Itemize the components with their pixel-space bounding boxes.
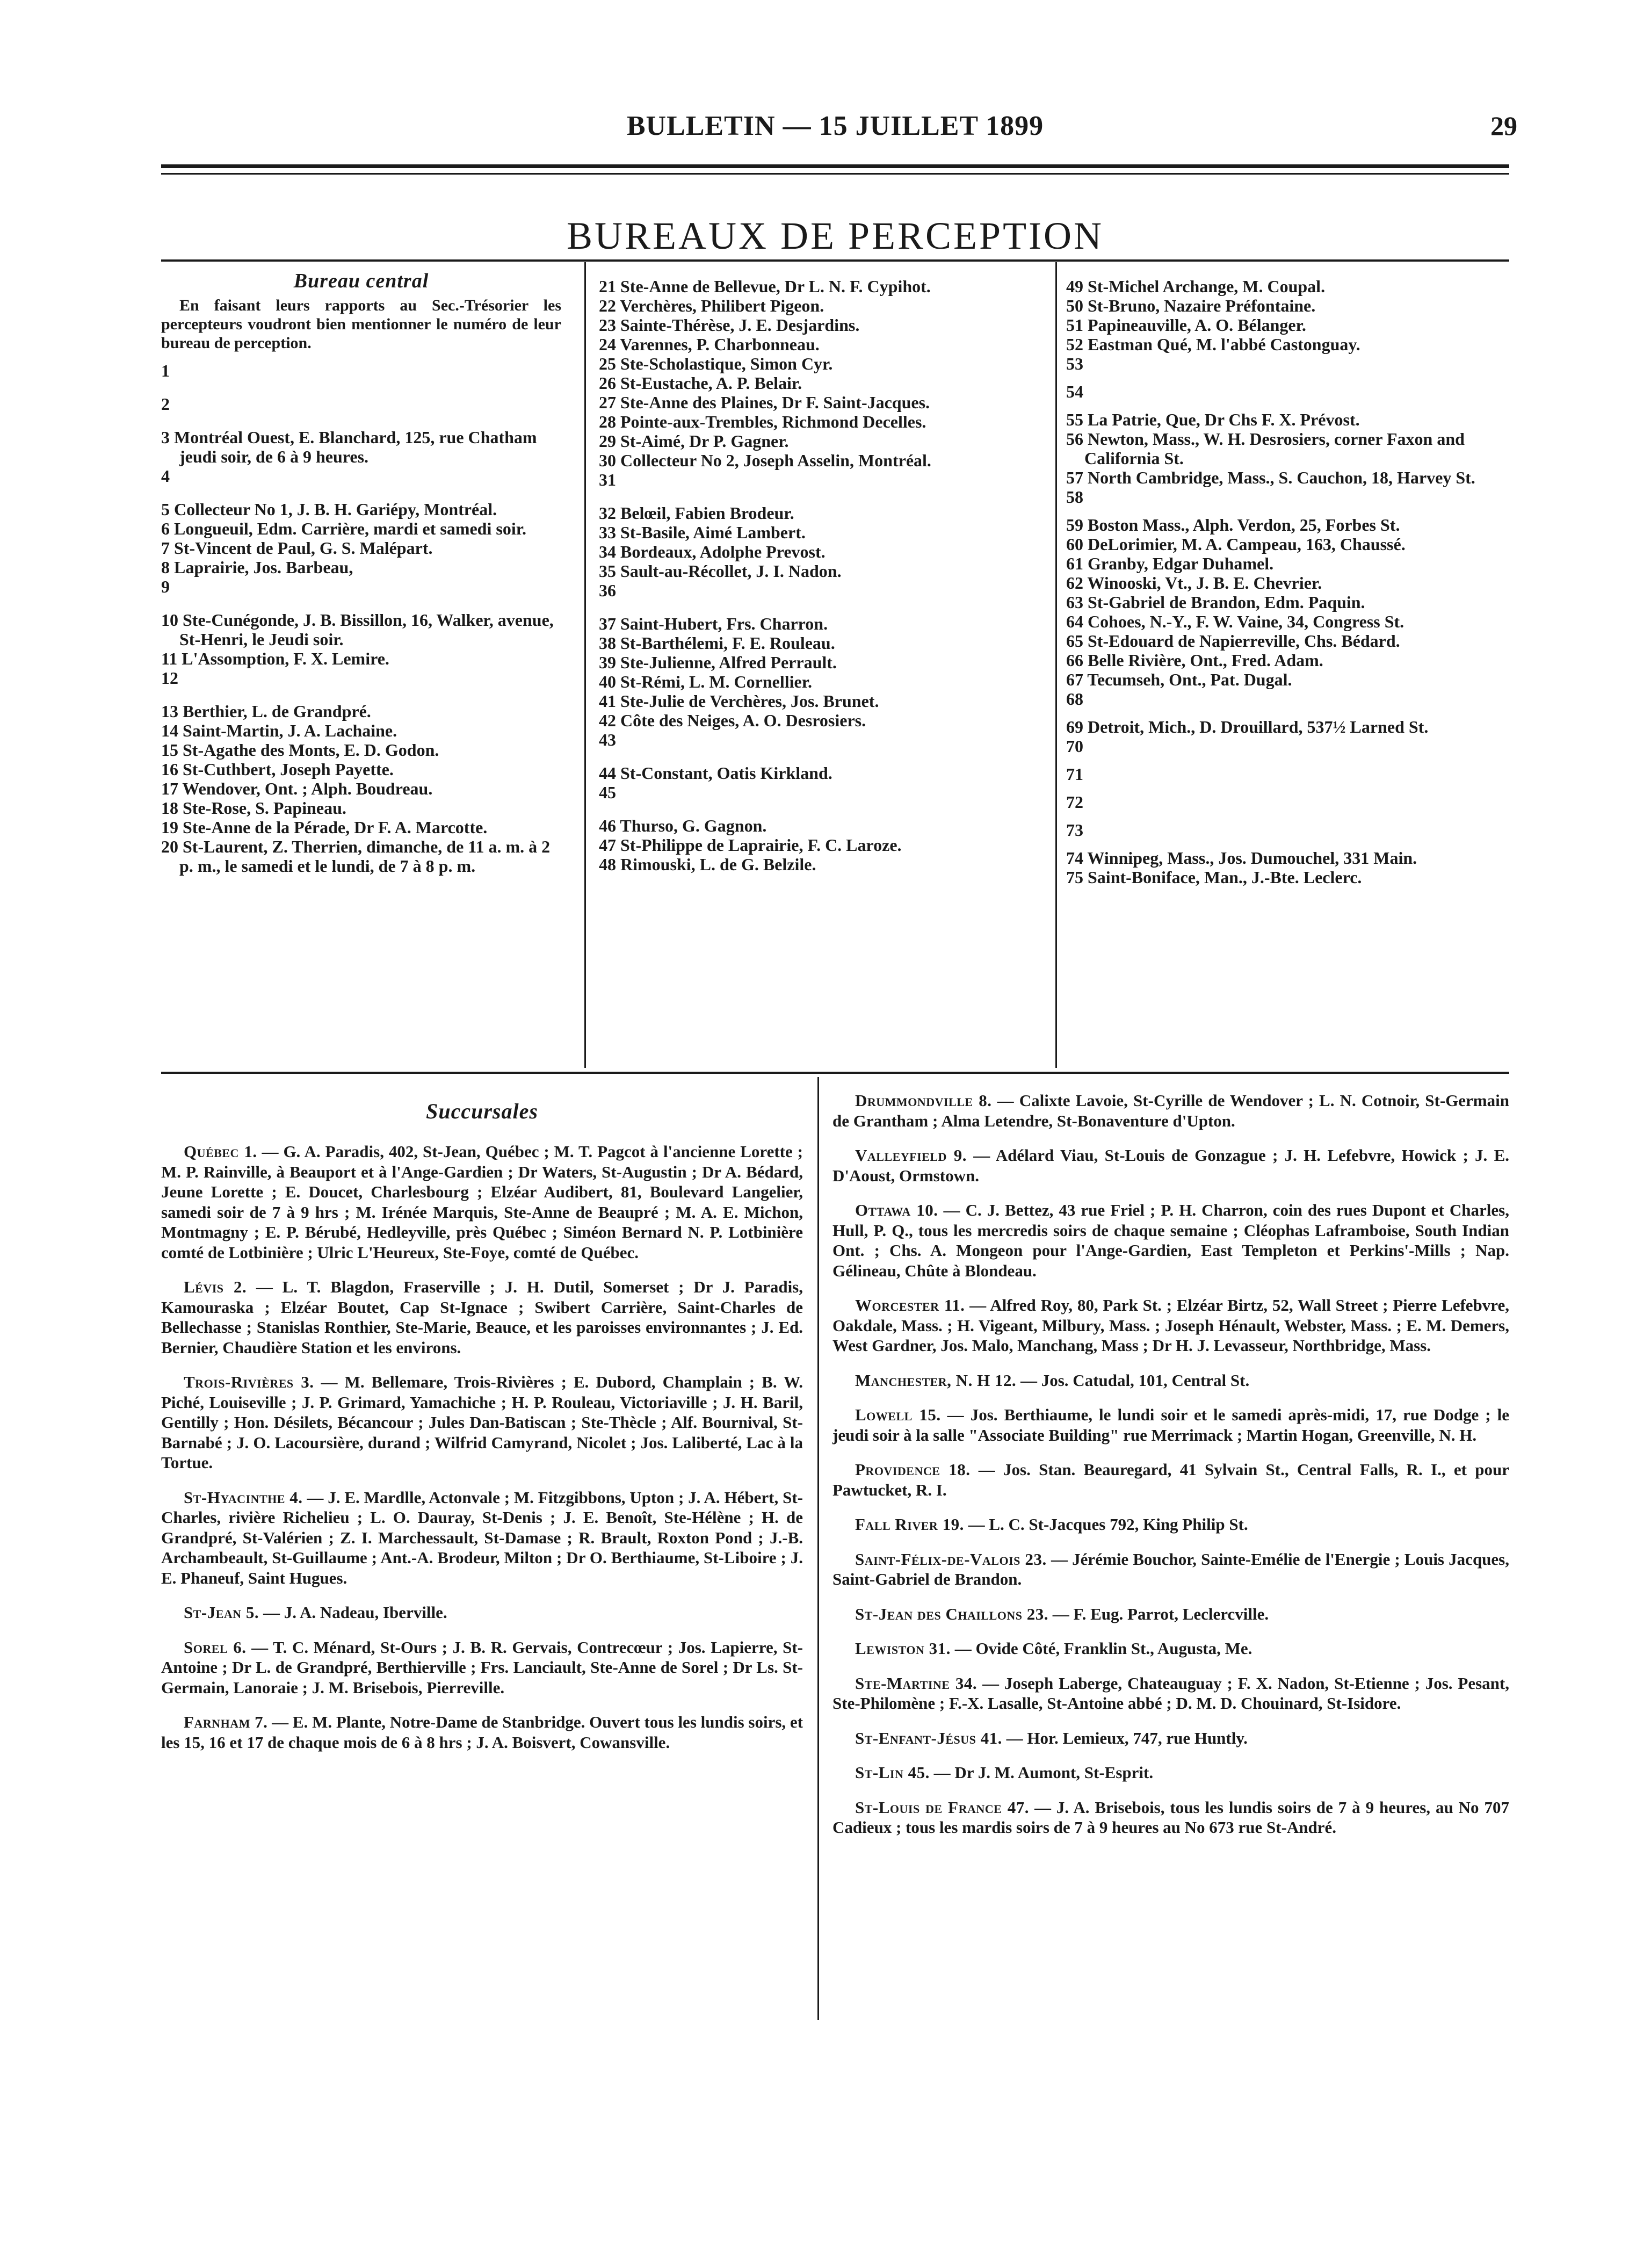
page-number: 29 [1490,111,1517,141]
bureau-entry [161,779,561,798]
bureau-entry [1066,296,1509,315]
running-title: BULLETIN — 15 JUILLET 1899 [626,111,1044,141]
bureau-number: 10 [161,610,178,630]
succursale-name: St-Jean des Chaillons 23. [855,1604,1049,1623]
bureau-entry [1066,487,1509,507]
bureau-number: 37 [599,614,616,633]
bureau-number: 33 [599,523,616,542]
bureau-entry [599,633,1039,653]
succursales-left-column [161,1142,803,1767]
bureau-name: Berthier, L. de Grandpré. [183,702,371,721]
bureau-name: Ste-Anne des Plaines, Dr F. Saint-Jacques. [620,393,930,412]
bureau-entry [599,315,1039,335]
header-rule-bottom [161,173,1509,175]
bureau-number: 3 [161,428,170,447]
bureau-name: St-Bruno, Nazaire Préfontaine. [1088,296,1316,315]
bureau-name: St-Cuthbert, Joseph Payette. [183,760,394,779]
bureau-name: St-Rémi, L. M. Cornellier. [620,672,812,691]
succursale-paragraph [161,1602,803,1623]
bureau-number: 15 [161,740,178,760]
bureau-name: St-Vincent de Paul, G. S. Malépart. [174,538,433,558]
bureau-entry [1066,573,1509,593]
bureau-name: Sainte-Thérèse, J. E. Desjardins. [620,315,860,335]
bureau-entry [1066,868,1509,887]
bureau-entry [599,672,1039,691]
succursale-name: Québec 1. [184,1142,257,1161]
succursale-paragraph [161,1277,803,1357]
bureau-number: 22 [599,296,616,315]
bureau-entry [161,394,561,414]
bureau-number: 29 [599,431,616,451]
bureau-entry [599,373,1039,393]
succursale-details: — J. A. Nadeau, Iberville. [259,1603,447,1622]
succursale-name: Lévis 2. [184,1277,247,1296]
succursale-details: — Hor. Lemieux, 747, rue Huntly. [1002,1728,1248,1747]
bureau-number: 24 [599,335,616,354]
bureau-entry [599,431,1039,451]
bureau-entry [1066,515,1509,535]
succursale-name: Worcester 11. [855,1296,965,1314]
bureau-number: 72 [1066,792,1083,812]
bureau-number: 69 [1066,717,1083,736]
bureau-name: Collecteur No 1, J. B. H. Gariépy, Montréal. [174,500,497,519]
bureau-name: Ste-Rose, S. Papineau. [183,798,346,818]
bureau-name: Saint-Boniface, Man., J.-Bte. Leclerc. [1088,868,1362,887]
bureau-entry [599,730,1039,749]
bureau-entry [1066,468,1509,487]
bureau-number: 55 [1066,410,1083,429]
bureau-entry [1066,631,1509,651]
bureau-name: Saint-Hubert, Frs. Charron. [620,614,828,633]
bureau-number: 16 [161,760,178,779]
succursale-details: — Alfred Roy, 80, Park St. ; Elzéar Birtz, 52, Wall Street ; Pierre Lefebvre, Oakdale, Mass. ; H. Vigeant, Milbury, Mass. ; Joseph Hénault, Webster, Mass. ; E. M. Demers, West Gardner, Jos. Malo, Manchang, Mass ; Dr H. J. Levasseur, Northbridge, Mass. [832,1296,1509,1355]
bureau-entry [599,783,1039,802]
bureau-name: Belœil, Fabien Brodeur. [620,503,794,523]
bureau-entry [1066,354,1509,373]
bureau-name: St-Basile, Aimé Lambert. [620,523,806,542]
succursale-paragraph [832,1370,1509,1391]
bureau-entry [1066,717,1509,736]
bureau-name: Ste-Anne de Bellevue, Dr L. N. F. Cypihot. [620,277,931,296]
bureau-number: 47 [599,835,616,855]
bureau-entry [599,393,1039,412]
succursale-name: Lewiston 31. [855,1639,951,1658]
succursale-details: — Jos. Catudal, 101, Central St. [1016,1370,1250,1390]
succursale-name: Ste-Martine 34. [855,1673,978,1693]
bureau-entry [161,428,561,466]
bureau-number: 28 [599,412,616,431]
succursale-paragraph [832,1604,1509,1624]
bureau-entry [161,668,561,688]
bureau-entry [599,614,1039,633]
bureau-number: 9 [161,577,170,596]
bureau-number: 14 [161,721,178,740]
bureau-number: 23 [599,315,616,335]
bureau-number: 62 [1066,573,1083,593]
bureau-column-1 [161,271,561,876]
succursale-details: — L. T. Blagdon, Fraserville ; J. H. Dutil, Somerset ; Dr J. Paradis, Kamouraska ; Elzéar Boutet, Cap St-Ignace ; Swibert Carrière, Saint-Charles de Bellechasse ; Stanislas Ronthier, Ste-Marie, Beauce, et les paroisses environnantes ; J. Ed. Bernier, Chaudière Station et les environs. [161,1277,803,1357]
succursale-details: — Jérémie Bouchor, Sainte-Emélie de l'Energie ; Louis Jacques, Saint-Gabriel de Brandon. [832,1549,1509,1588]
bureau-name: St-Constant, Oatis Kirkland. [620,763,832,783]
bureau-name: St-Eustache, A. P. Belair. [620,373,802,393]
bureau-number: 1 [161,361,170,380]
bureau-name: Papineauville, A. O. Bélanger. [1088,315,1306,335]
bureau-entry [161,538,561,558]
bureau-number: 40 [599,672,616,691]
bureau-name: Winooski, Vt., J. B. E. Chevrier. [1087,573,1322,593]
succursale-paragraph [832,1763,1509,1783]
bureau-name: St-Aimé, Dr P. Gagner. [620,431,789,451]
bureau-number: 60 [1066,535,1083,554]
succursale-name: Providence 18. [855,1460,971,1479]
succursale-paragraph [832,1673,1509,1714]
bureau-number: 26 [599,373,616,393]
bureau-number: 54 [1066,382,1083,401]
bureau-number: 51 [1066,315,1083,335]
bureau-number: 5 [161,500,170,519]
bureau-list-1 [161,361,561,876]
bureau-number: 74 [1066,848,1083,868]
bureau-list-3 [1066,277,1509,887]
bureau-number: 6 [161,519,170,538]
bureau-name: Belle Rivière, Ont., Fred. Adam. [1088,651,1323,670]
bureau-entry [1066,315,1509,335]
bureau-name: Wendover, Ont. ; Alph. Boudreau. [182,779,433,798]
bureau-name: Montréal Ouest, E. Blanchard, 125, rue Chatham jeudi soir, de 6 à 9 heures. [174,428,537,466]
bureau-entry [161,361,561,380]
central-title: Bureau central [293,270,429,292]
succursale-name: Trois-Rivières 3. [184,1373,314,1391]
bureau-number: 7 [161,538,170,558]
succursale-details: — T. C. Ménard, St-Ours ; J. B. R. Gervais, Contrecœur ; Jos. Lapierre, St-Antoine ; Dr L. de Grandpré, Berthierville ; Frs. Lanciault, Ste-Anne de Sorel ; Dr Ls. St-Germain, Lanoraie ; J. M. Brisebois, Pierreville. [161,1637,803,1697]
succursale-paragraph [161,1637,803,1698]
succursale-name: Sorel 6. [184,1637,247,1657]
bureau-number: 44 [599,763,616,783]
bureau-entry [599,653,1039,672]
bureau-name: St-Edouard de Napierreville, Chs. Bédard. [1088,631,1400,651]
succursale-paragraph [832,1514,1509,1535]
succursale-paragraph [161,1712,803,1752]
bureau-number: 48 [599,855,616,874]
bureau-number: 17 [161,779,178,798]
section-rule [161,1072,1509,1074]
bureau-number: 43 [599,730,616,749]
succursale-paragraph [832,1460,1509,1500]
bureau-entry [161,500,561,519]
bureau-name: Sault-au-Récollet, J. I. Nadon. [620,561,842,581]
succursale-details: — L. C. St-Jacques 792, King Philip St. [964,1515,1248,1534]
bureau-name: North Cambridge, Mass., S. Cauchon, 18, Harvey St. [1088,468,1475,487]
bureau-name: Newton, Mass., W. H. Desrosiers, corner Faxon and California St. [1084,429,1465,468]
succursale-name: St-Jean 5. [184,1603,259,1622]
bureau-name: St-Barthélemi, F. E. Rouleau. [620,633,835,653]
bureau-entry [599,296,1039,315]
bureau-entry [599,354,1039,373]
succursale-details: — Ovide Côté, Franklin St., Augusta, Me. [950,1639,1252,1658]
bureau-entry [1066,792,1509,812]
bureau-number: 18 [161,798,178,818]
bureau-name: Bordeaux, Adolphe Prevost. [620,542,826,561]
bureau-number: 53 [1066,354,1083,373]
bureau-entry [599,816,1039,835]
bureau-number: 21 [599,277,616,296]
bureau-name: Laprairie, Jos. Barbeau, [174,558,353,577]
bureau-entry [1066,277,1509,296]
bureau-name: La Patrie, Que, Dr Chs F. X. Prévost. [1088,410,1360,429]
bureau-number: 20 [161,837,178,856]
bureau-name: Pointe-aux-Trembles, Richmond Decelles. [620,412,926,431]
bureau-entry [599,335,1039,354]
succursale-name: Lowell 15. [855,1405,941,1424]
bureau-number: 8 [161,558,170,577]
bureau-entry [161,519,561,538]
bureau-name: Ste-Julie de Verchères, Jos. Brunet. [620,691,879,711]
bureau-entry [1066,410,1509,429]
bureau-name: Varennes, P. Charbonneau. [620,335,820,354]
bureau-name: Ste-Julienne, Alfred Perrault. [620,653,837,672]
succursale-name: Saint-Félix-de-Valois 23. [855,1549,1047,1569]
bureau-entry [1066,382,1509,401]
bureau-entry [599,763,1039,783]
bureau-column-3 [1066,277,1509,887]
title-rule [161,259,1509,262]
bureau-name: Ste-Cunégonde, J. B. Bissillon, 16, Walker, avenue, St-Henri, le Jeudi soir. [179,610,554,649]
bureau-number: 64 [1066,612,1083,631]
bureau-number: 35 [599,561,616,581]
succursale-details: — J. A. Brisebois, tous les lundis soirs de 7 à 9 heures, au No 707 Cadieux ; tous les mardis soirs de 7 à 9 heures au No 673 rue St-André. [832,1797,1510,1837]
bureau-number: 58 [1066,487,1083,507]
succursale-paragraph [832,1728,1509,1749]
succursale-paragraph [832,1797,1509,1838]
bureau-entry [599,835,1039,855]
bureau-number: 19 [161,818,178,837]
bureau-name: Granby, Edgar Duhamel. [1088,554,1274,573]
bureau-entry [1066,848,1509,868]
bureau-name: Boston Mass., Alph. Verdon, 25, Forbes St. [1088,515,1400,535]
bureau-name: Eastman Qué, M. l'abbé Castonguay. [1088,335,1360,354]
bureau-entry [599,855,1039,874]
succursale-details: — Adélard Viau, St-Louis de Gonzague ; J. H. Lefebvre, Howick ; J. E. D'Aoust, Ormstown. [832,1146,1509,1185]
bureau-entry [161,702,561,721]
bureau-number: 41 [599,691,616,711]
bureau-entry [161,798,561,818]
bureau-name: St-Philippe de Laprairie, F. C. Laroze. [620,835,902,855]
bureau-number: 36 [599,581,616,600]
bureau-entry [599,523,1039,542]
succursale-details: — F. Eug. Parrot, Leclercville. [1048,1604,1269,1623]
succursale-name: Farnham 7. [184,1713,268,1731]
bureau-name: Ste-Scholastique, Simon Cyr. [620,354,833,373]
bureau-entry [161,577,561,596]
bureau-entry [1066,535,1509,554]
bureau-entry [599,542,1039,561]
bureau-number: 75 [1066,868,1083,887]
succursale-name: St-Lin 45. [855,1763,930,1782]
bureau-entry [161,649,561,668]
bureau-number: 27 [599,393,616,412]
bureau-number: 2 [161,394,170,414]
bureau-entry [1066,689,1509,709]
bureau-name: Winnipeg, Mass., Jos. Dumouchel, 331 Main. [1087,848,1417,868]
bureau-name: Saint-Martin, J. A. Lachaine. [183,721,397,740]
bureau-name: Tecumseh, Ont., Pat. Dugal. [1087,670,1292,689]
bureau-name: St-Laurent, Z. Therrien, dimanche, de 11 a. m. à 2 p. m., le samedi et le lundi, de 7 à 8 p. m. [179,837,551,876]
succursale-name: Valleyfield 9. [855,1146,967,1165]
bureau-number: 45 [599,783,616,802]
bureau-name: St-Gabriel de Brandon, Edm. Paquin. [1088,593,1365,612]
bureau-name: St-Agathe des Monts, E. D. Godon. [183,740,439,760]
succursale-name: Drummondville 8. [855,1091,992,1110]
bureau-name: L'Assomption, F. X. Lemire. [182,649,389,668]
succursale-name: Ottawa 10. [855,1201,938,1219]
header-rule-top [161,164,1509,168]
bureau-number: 32 [599,503,616,523]
bureau-column-2 [599,277,1039,874]
bureau-name: Cohoes, N.-Y., F. W. Vaine, 34, Congress St. [1088,612,1404,631]
bureau-entry [1066,651,1509,670]
bureau-number: 30 [599,451,616,470]
bureau-number: 50 [1066,296,1083,315]
bureau-number: 66 [1066,651,1083,670]
succursale-paragraph [832,1549,1509,1590]
bureau-name: Côte des Neiges, A. O. Desrosiers. [620,711,866,730]
bureau-number: 34 [599,542,616,561]
bureau-number: 39 [599,653,616,672]
bureau-number: 4 [161,466,170,486]
bureau-number: 70 [1066,736,1083,756]
bureau-entry [1066,335,1509,354]
bureau-entry [599,691,1039,711]
page-header [161,110,1517,148]
succursale-name: St-Enfant-Jésus 41. [855,1728,1002,1747]
bureau-entry [161,610,561,649]
succursale-details: — J. E. Mardlle, Actonvale ; M. Fitzgibbons, Upton ; J. A. Hébert, St-Charles, rivière Richelieu ; L. O. Dauray, St-Denis ; J. E. Benoît, Ste-Hélène ; H. de Grandpré, St-Valérien ; Z. I. Marchessault, St-Damase ; R. Brault, Roxton Pond ; J.-B. Archambeault, St-Guillaume ; Ant.-A. Brodeur, Milton ; Dr O. Berthiaume, St-Liboire ; J. E. Phaneuf, Saint Hugues. [161,1487,803,1587]
succursale-details: — Jos. Stan. Beauregard, 41 Sylvain St., Central Falls, R. I., et pour Pawtucket, R. I. [832,1460,1509,1499]
bureau-entry [161,818,561,837]
bureau-number: 31 [599,470,616,489]
bureau-entry [161,760,561,779]
bureau-number: 63 [1066,593,1083,612]
bureau-entry [599,451,1039,470]
bureau-number: 42 [599,711,616,730]
succursale-paragraph [832,1295,1509,1356]
bureau-entry [599,277,1039,296]
succursale-paragraph [161,1372,803,1473]
bureau-name: Longueuil, Edm. Carrière, mardi et samedi soir. [174,519,526,538]
bureau-name: Thurso, G. Gagnon. [620,816,767,835]
bureau-entry [161,721,561,740]
bureau-name: Rimouski, L. de G. Belzile. [620,855,816,874]
bureau-number: 12 [161,668,178,688]
column-divider-1 [584,262,586,1068]
bureau-entry [599,503,1039,523]
succursale-details: — Jos. Berthiaume, le lundi soir et le samedi après-midi, 17, rue Dodge ; le jeudi soir à la salle "Associate Building" rue Merrimack ; Martin Hogan, Greenville, N. H. [832,1405,1509,1444]
main-title: BUREAUX DE PERCEPTION [566,214,1104,258]
bureau-number: 73 [1066,820,1083,840]
succursale-details: — Dr J. M. Aumont, St-Esprit. [929,1763,1154,1782]
bureau-entry [161,558,561,577]
succursale-name: St-Louis de France 47. [855,1797,1030,1817]
bureau-number: 71 [1066,764,1083,784]
bureau-number: 59 [1066,515,1083,535]
bureau-name: Verchères, Philibert Pigeon. [620,296,824,315]
bureau-number: 25 [599,354,616,373]
bureau-number: 46 [599,816,616,835]
succursale-details: — Joseph Laberge, Chateauguay ; F. X. Nadon, St-Etienne ; Jos. Pesant, Ste-Philomène ; F.-X. Lasalle, St-Antoine abbé ; D. M. D. Chouinard, St-Isidore. [832,1673,1509,1713]
succursale-name: Fall River 19. [855,1515,964,1534]
bureau-number: 67 [1066,670,1083,689]
bureau-name: Ste-Anne de la Pérade, Dr F. A. Marcotte. [183,818,488,837]
column-divider-3 [817,1077,819,2020]
succursale-paragraph [161,1142,803,1262]
central-description: En faisant leurs rapports au Sec.-Trésorier les percepteurs voudront bien mentionner le numéro de leur bureau de perception. [161,297,561,352]
bureau-number: 38 [599,633,616,653]
bureau-number: 11 [161,649,178,668]
bureau-entry [1066,593,1509,612]
bureau-entry [1066,736,1509,756]
bureau-name: DeLorimier, M. A. Campeau, 163, Chaussé. [1088,535,1406,554]
bureau-name: St-Michel Archange, M. Coupal. [1088,277,1326,296]
bureau-number: 49 [1066,277,1083,296]
bureau-number: 61 [1066,554,1083,573]
column-divider-2 [1055,262,1057,1068]
bureau-entry [1066,764,1509,784]
bureau-entry [599,711,1039,730]
bureau-entry [1066,670,1509,689]
bureau-number: 68 [1066,689,1083,709]
bureau-number: 56 [1066,429,1083,449]
bureau-number: 57 [1066,468,1083,487]
bureau-number: 52 [1066,335,1083,354]
bureau-name: Collecteur No 2, Joseph Asselin, Montréal. [620,451,931,470]
bureau-name: Detroit, Mich., D. Drouillard, 537½ Larned St. [1088,717,1429,736]
bureau-entry [1066,820,1509,840]
succursales-title: Succursales [426,1099,538,1123]
succursale-name: St-Hyacinthe 4. [184,1487,303,1507]
bureau-entry [599,470,1039,489]
succursale-details: — G. A. Paradis, 402, St-Jean, Québec ; M. T. Pagcot à l'ancienne Lorette ; M. P. Rainville, à Beauport et à l'Ange-Gardien ; Dr Waters, St-Augustin ; Dr A. Bédard, Jeune Lorette ; E. Doucet, Charlesbourg ; Elzéar Audibert, 81, Boulevard Langelier, samedi soir de 7 à 9 hrs ; M. Irénée Marquis, Ste-Anne de Beaupré ; M. A. E. Michon, Montmagny ; E. P. Bérubé, Hedleyville, près Québec ; Siméon Bernard N. P. Lotbinière comté de Lotbinière ; Ulric L'Heureux, Ste-Foye, comté de Québec. [161,1142,803,1262]
succursale-name: Manchester, N. H 12. [855,1370,1017,1390]
succursale-paragraph [832,1405,1509,1445]
succursale-details: — E. M. Plante, Notre-Dame de Stanbridge. Ouvert tous les lundis soirs, et les 15, 16 et 17 de chaque mois de 6 à 8 hrs ; J. A. Boisvert, Cowansville. [161,1713,803,1752]
bureau-entry [599,581,1039,600]
bureau-entry [161,837,561,876]
succursale-paragraph [832,1145,1509,1186]
succursale-paragraph [161,1487,803,1588]
bureau-entry [161,466,561,486]
succursale-paragraph [832,1090,1509,1131]
succursale-details: — Calixte Lavoie, St-Cyrille de Wendover ; L. N. Cotnoir, St-Germain de Grantham ; Alma Letendre, St-Bonaventure d'Upton. [832,1091,1509,1130]
bureau-list-2 [599,277,1039,874]
bureau-number: 65 [1066,631,1083,651]
bureau-entry [1066,554,1509,573]
succursales-right-column [832,1090,1509,1852]
succursale-paragraph [832,1200,1509,1281]
succursale-details: — C. J. Bettez, 43 rue Friel ; P. H. Charron, coin des rues Dupont et Charles, Hull, P. Q., tous les mercredis soirs de chaque semaine ; Cléophas Laframboise, South Indian Ont. ; Chs. A. Mongeon pour l'Ange-Gardien, East Templeton et Perkins'-Mills ; Nap. Gélineau, Chûte à Blondeau. [832,1201,1509,1280]
bureau-entry [161,740,561,760]
succursale-details: — M. Bellemare, Trois-Rivières ; E. Dubord, Champlain ; B. W. Piché, Louiseville ; J. P. Grimard, Yamachiche ; H. P. Rouleau, Victoriaville ; J. H. Baril, Gentilly ; Hon. Désilets, Bécancour ; Jules Dan-Batiscan ; Ste-Thècle ; Alf. Bournival, St-Barnabé ; J. O. Lacoursière, durand ; Wilfrid Camyrand, Nicolet ; Jos. Laliberté, Lac à la Tortue. [161,1373,803,1472]
bureau-entry [1066,429,1509,468]
bureau-entry [1066,612,1509,631]
bureau-entry [599,561,1039,581]
bureau-entry [599,412,1039,431]
bureau-number: 13 [161,702,178,721]
succursale-paragraph [832,1638,1509,1659]
